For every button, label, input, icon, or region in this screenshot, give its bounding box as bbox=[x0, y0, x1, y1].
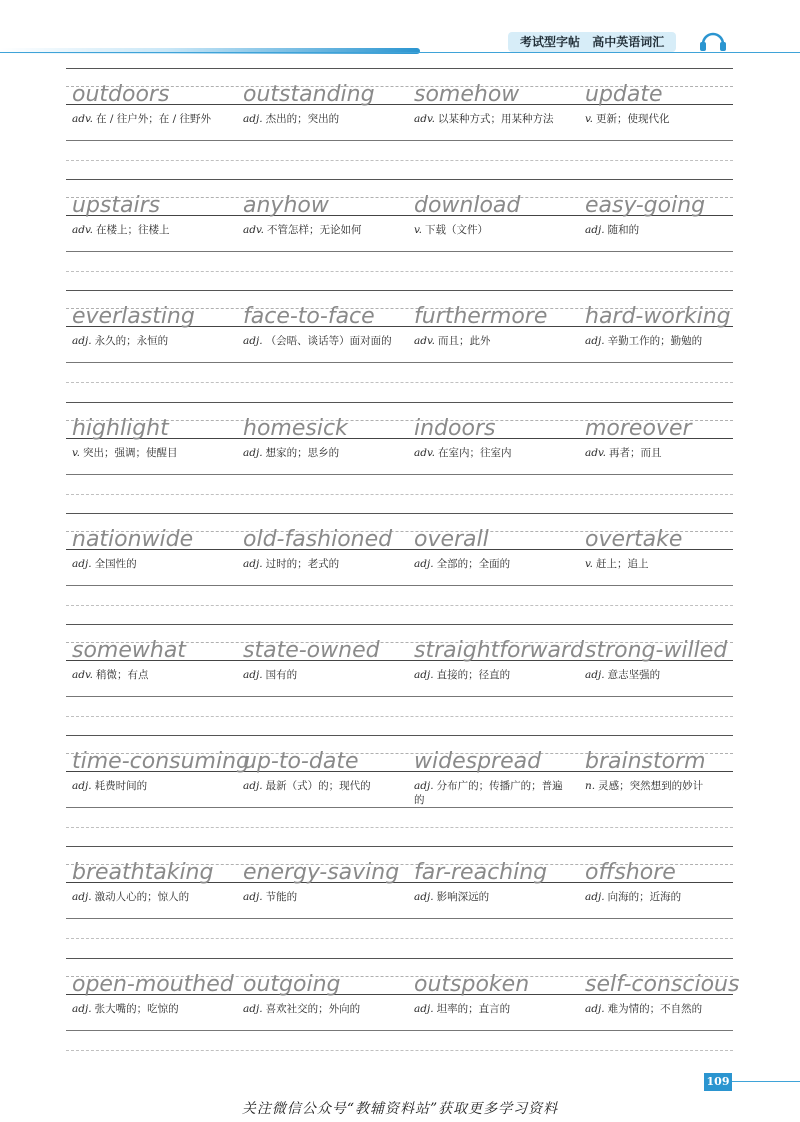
definition-text: 国有的 bbox=[265, 669, 298, 681]
definition-text: 节能的 bbox=[265, 891, 298, 904]
row-close-rule bbox=[66, 696, 733, 697]
vocab-word: up-to-date bbox=[243, 749, 359, 775]
part-of-speech: adj. bbox=[72, 557, 92, 570]
definition-text: 全部的；全面的 bbox=[436, 557, 511, 570]
part-of-speech: adj. bbox=[414, 891, 434, 904]
row-top-rule bbox=[66, 290, 733, 291]
definition-text: 全国性的 bbox=[94, 557, 137, 570]
row-close-rule bbox=[66, 362, 733, 363]
definition-text: 赶上；追上 bbox=[596, 557, 649, 570]
definition-text: 想家的；思乡的 bbox=[265, 446, 340, 459]
row-blank-rule bbox=[66, 938, 733, 939]
definition-text: 在室内；往室内 bbox=[438, 446, 512, 459]
vocab-word: energy-saving bbox=[243, 860, 400, 886]
definition-text: 坦率的；直言的 bbox=[436, 1002, 511, 1015]
vocab-word: outspoken bbox=[414, 971, 530, 997]
vocab-definition bbox=[414, 334, 570, 348]
vocab-word: time-consuming bbox=[72, 749, 250, 775]
vocab-definition bbox=[72, 668, 228, 682]
row-close-rule bbox=[66, 918, 733, 919]
vocab-definition bbox=[243, 223, 399, 237]
row-close-rule bbox=[66, 807, 733, 808]
vocab-definition bbox=[72, 779, 228, 793]
part-of-speech: adj. bbox=[72, 1002, 92, 1015]
definition-text: 灵感；突然想到的妙计 bbox=[598, 780, 704, 793]
vocab-word: update bbox=[585, 82, 663, 107]
vocab-definition bbox=[414, 112, 570, 126]
definition-text: 杰出的；突出的 bbox=[265, 113, 340, 125]
vocab-definition bbox=[72, 446, 228, 460]
vocab-word: anyhow bbox=[243, 193, 329, 219]
vocab-word: somehow bbox=[414, 82, 520, 107]
vocab-word: nationwide bbox=[72, 526, 194, 552]
row-top-rule bbox=[66, 624, 733, 625]
vocab-word: strong-willed bbox=[585, 638, 728, 663]
vocab-definition bbox=[243, 446, 399, 460]
row-close-rule bbox=[66, 474, 733, 475]
header-tag-book: 考试型字帖 bbox=[520, 35, 581, 49]
vocab-definition bbox=[585, 112, 741, 126]
vocab-word: hard-working bbox=[585, 304, 731, 330]
part-of-speech: adj. bbox=[585, 335, 605, 348]
row-close-rule bbox=[66, 140, 733, 141]
vocab-word: overtake bbox=[585, 526, 683, 552]
definition-text: 再者；而且 bbox=[609, 446, 662, 459]
part-of-speech: adv. bbox=[72, 669, 94, 681]
vocab-word: overall bbox=[414, 526, 489, 552]
definition-text: 难为情的；不自然的 bbox=[607, 1002, 703, 1015]
definition-text: 不管怎样；无论如何 bbox=[267, 224, 362, 237]
header-tag-subject: 高中英语词汇 bbox=[592, 35, 665, 49]
vocab-word: outgoing bbox=[243, 971, 341, 997]
definition-text: 喜欢社交的；外向的 bbox=[265, 1002, 361, 1015]
vocab-word: upstairs bbox=[72, 193, 161, 219]
vocab-definition bbox=[585, 446, 741, 460]
row-blank-rule bbox=[66, 1050, 733, 1051]
part-of-speech: adj. bbox=[414, 780, 434, 793]
part-of-speech: adj. bbox=[72, 891, 92, 904]
definition-text: 辛勤工作的；勤勉的 bbox=[607, 335, 703, 348]
definition-text: 在 / 往户外；在 / 往野外 bbox=[96, 113, 211, 125]
headphones-icon bbox=[697, 28, 729, 52]
row-blank-rule bbox=[66, 827, 733, 828]
vocab-definition bbox=[585, 779, 741, 793]
vocab-definition bbox=[414, 668, 570, 682]
vocab-definition bbox=[72, 223, 228, 237]
part-of-speech: v. bbox=[414, 224, 423, 237]
part-of-speech: adv. bbox=[72, 113, 94, 125]
vocab-definition bbox=[585, 334, 741, 348]
definition-text: 永久的；永恒的 bbox=[94, 335, 169, 348]
row-top-rule bbox=[66, 513, 733, 514]
vocab-definition bbox=[243, 890, 399, 904]
vocab-word: face-to-face bbox=[243, 304, 375, 330]
part-of-speech: adj. bbox=[585, 1002, 605, 1015]
vocab-word: moreover bbox=[585, 415, 692, 441]
part-of-speech: v. bbox=[585, 557, 594, 570]
header-band bbox=[0, 48, 420, 54]
definition-text: 向海的；近海的 bbox=[607, 891, 682, 904]
row-blank-rule bbox=[66, 494, 733, 495]
vocab-word: easy-going bbox=[585, 193, 706, 219]
vocab-word: highlight bbox=[72, 415, 169, 441]
definition-text: 影响深远的 bbox=[436, 891, 490, 904]
definition-text: 在楼上；往楼上 bbox=[96, 224, 170, 237]
vocab-word: brainstorm bbox=[585, 749, 706, 775]
part-of-speech: adj. bbox=[243, 557, 263, 570]
definition-text: 以某种方式；用某种方法 bbox=[438, 113, 554, 125]
vocab-definition bbox=[72, 334, 228, 348]
vocab-word: far-reaching bbox=[414, 860, 548, 886]
vocab-definition bbox=[414, 446, 570, 460]
vocab-word: straightforward bbox=[414, 638, 584, 663]
row-blank-rule bbox=[66, 716, 733, 717]
definition-text: 稍微；有点 bbox=[96, 669, 149, 681]
header-rule bbox=[0, 52, 800, 53]
row-blank-rule bbox=[66, 271, 733, 272]
vocab-word: open-mouthed bbox=[72, 971, 234, 997]
part-of-speech: adj. bbox=[585, 224, 605, 237]
vocab-definition bbox=[585, 1002, 741, 1016]
definition-text: 最新（式）的；现代的 bbox=[265, 780, 371, 793]
vocab-definition bbox=[243, 779, 399, 793]
vocab-definition bbox=[243, 557, 399, 571]
row-blank-rule bbox=[66, 382, 733, 383]
row-top-rule bbox=[66, 402, 733, 403]
row-top-rule bbox=[66, 846, 733, 847]
vocab-word: offshore bbox=[585, 860, 676, 886]
vocab-definition bbox=[414, 1002, 570, 1016]
row-blank-rule bbox=[66, 160, 733, 161]
vocab-word: state-owned bbox=[243, 638, 380, 663]
definition-text: 突出；强调；使醒目 bbox=[83, 446, 178, 459]
vocab-word: widespread bbox=[414, 749, 542, 775]
footer-note: 关注微信公众号“教辅资料站”获取更多学习资料 bbox=[241, 1101, 559, 1117]
definition-text: 更新；使现代化 bbox=[596, 113, 670, 125]
definition-text: 下载（文件） bbox=[425, 224, 489, 237]
part-of-speech: adv. bbox=[72, 224, 94, 237]
vocab-word: furthermore bbox=[414, 304, 548, 330]
page-number-rule bbox=[730, 1081, 800, 1082]
definition-text: 随和的 bbox=[607, 224, 640, 237]
vocab-definition bbox=[414, 890, 570, 904]
part-of-speech: adj. bbox=[414, 1002, 434, 1015]
vocab-definition bbox=[72, 1002, 228, 1016]
definition-text: 过时的；老式的 bbox=[265, 557, 340, 570]
page-number: 109 bbox=[704, 1073, 732, 1091]
vocab-word: outstanding bbox=[243, 82, 375, 107]
part-of-speech: adv. bbox=[414, 113, 436, 125]
part-of-speech: adj. bbox=[72, 335, 92, 348]
definition-text: 张大嘴的；吃惊的 bbox=[94, 1002, 179, 1015]
part-of-speech: adv. bbox=[585, 446, 607, 459]
vocab-word: homesick bbox=[243, 415, 348, 441]
definition-text: 意志坚强的 bbox=[607, 669, 661, 681]
definition-text: 而且；此外 bbox=[438, 335, 491, 348]
row-blank-rule bbox=[66, 605, 733, 606]
vocab-definition bbox=[585, 890, 741, 904]
part-of-speech: adj. bbox=[243, 335, 263, 348]
part-of-speech: adj. bbox=[72, 780, 92, 793]
vocab-definition bbox=[585, 557, 741, 571]
definition-text: 分布广的；传播广的；普遍的 bbox=[414, 780, 563, 807]
vocab-definition bbox=[72, 112, 228, 126]
row-close-rule bbox=[66, 251, 733, 252]
definition-text: 激动人心的；惊人的 bbox=[94, 891, 190, 904]
vocab-definition bbox=[414, 223, 570, 237]
vocab-definition bbox=[585, 223, 741, 237]
part-of-speech: v. bbox=[72, 446, 81, 459]
row-top-rule bbox=[66, 179, 733, 180]
vocab-word: old-fashioned bbox=[243, 526, 393, 552]
part-of-speech: adj. bbox=[585, 669, 605, 681]
row-top-rule bbox=[66, 958, 733, 959]
vocab-definition bbox=[243, 668, 399, 682]
vocab-word: indoors bbox=[414, 415, 496, 441]
vocab-word: everlasting bbox=[72, 304, 195, 330]
vocab-definition bbox=[414, 557, 570, 571]
vocab-definition bbox=[414, 779, 570, 807]
vocab-definition bbox=[72, 557, 228, 571]
part-of-speech: adj. bbox=[243, 891, 263, 904]
part-of-speech: adv. bbox=[243, 224, 265, 237]
part-of-speech: adj. bbox=[243, 669, 263, 681]
part-of-speech: adj. bbox=[414, 669, 434, 681]
part-of-speech: adv. bbox=[414, 446, 436, 459]
part-of-speech: adj. bbox=[585, 891, 605, 904]
vocab-definition bbox=[72, 890, 228, 904]
vocab-definition bbox=[243, 112, 399, 126]
vocab-definition bbox=[585, 668, 741, 682]
part-of-speech: adj. bbox=[243, 113, 263, 125]
row-close-rule bbox=[66, 585, 733, 586]
vocab-word: download bbox=[414, 193, 521, 219]
header-tag bbox=[508, 32, 676, 52]
part-of-speech: n. bbox=[585, 780, 596, 793]
part-of-speech: adj. bbox=[243, 1002, 263, 1015]
vocab-definition bbox=[243, 1002, 399, 1016]
row-top-rule bbox=[66, 68, 733, 69]
vocab-definition bbox=[243, 334, 399, 348]
vocab-word: self-conscious bbox=[585, 971, 740, 997]
part-of-speech: adj. bbox=[243, 446, 263, 459]
vocab-word: breathtaking bbox=[72, 860, 214, 886]
definition-text: 耗费时间的 bbox=[94, 780, 148, 793]
part-of-speech: adj. bbox=[414, 557, 434, 570]
part-of-speech: v. bbox=[585, 113, 594, 125]
definition-text: 直接的；径直的 bbox=[436, 669, 511, 681]
vocab-word: outdoors bbox=[72, 82, 170, 107]
vocab-word: somewhat bbox=[72, 638, 186, 663]
definition-text: （会晤、谈话等）面对面的 bbox=[265, 335, 392, 348]
row-top-rule bbox=[66, 735, 733, 736]
row-close-rule bbox=[66, 1030, 733, 1031]
part-of-speech: adv. bbox=[414, 335, 436, 348]
part-of-speech: adj. bbox=[243, 780, 263, 793]
